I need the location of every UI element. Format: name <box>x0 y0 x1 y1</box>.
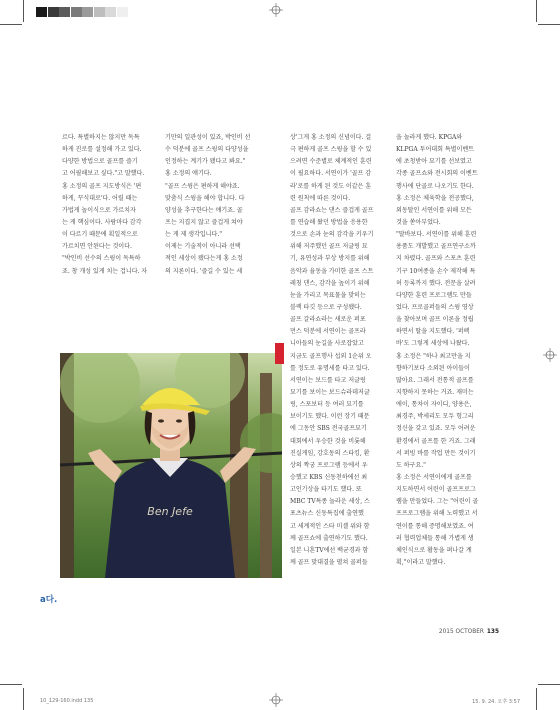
text-line: 골프 감라쇼는 댄스 즐겁게 골프 <box>290 206 374 214</box>
text-line: 니아들의 눈길을 사로잡았고 <box>290 340 364 348</box>
crop-mark-top-right-v <box>536 0 537 22</box>
text-line: 환경에서 골프를 한 거죠. 그래 <box>396 437 476 445</box>
text-line: 눈을 가리고 목표물을 맞히는 <box>290 291 366 299</box>
page-footer <box>439 629 499 635</box>
text-line: 홍 소정은 서연이에게 골프를 <box>396 473 472 481</box>
color-swatch <box>59 7 70 17</box>
text-line: 바'도 그렇게 세상에 나왔다. <box>396 340 470 348</box>
text-line: KLPGA 투어대회 특별이벤트 <box>396 146 475 154</box>
text-line: 이제는 기술적이 아니라 선택 <box>165 243 241 251</box>
text-line: 각종 골프쇼와 전시회의 이벤트 <box>396 170 478 178</box>
page-number: 135 <box>486 629 499 635</box>
text-line: 서연이는 보드를 타고 저글링 <box>290 376 366 384</box>
text-line: 상의 짝궁 프로그램 등에서 우 <box>290 461 368 469</box>
accent-bar <box>275 343 284 364</box>
golfer-photo <box>60 353 282 578</box>
text-line: 향하기보다 소외된 아이들이 <box>396 364 470 372</box>
text-line: 에이, 통차이 자이디, 양용은, <box>396 401 472 409</box>
text-line: 음악과 율동을 가미한 골프 스트 <box>290 267 374 275</box>
crop-mark-bottom-right-h <box>538 684 560 685</box>
text-line: 고인기상을 타기도 했다. 또 <box>290 486 362 494</box>
text-line: 블랙 타깃 등으로 구성됐다. <box>290 303 362 311</box>
text-line: 다양한 방법으로 골프를 즐기 <box>62 158 138 166</box>
text-line: 라'로를 하게 된 것도 이같은 훈 <box>290 182 372 190</box>
article-column-4 <box>396 132 496 569</box>
text-line: 골프 갈라쇼라는 새로운 퍼포 <box>290 316 366 324</box>
text-line: 도 하구요." <box>396 461 426 469</box>
registration-mark-bottom-icon <box>269 693 283 707</box>
text-line: 일본 니혼TV에선 백균경과 함 <box>290 546 369 554</box>
text-line: 프프로그램을 위해 노력했고 서 <box>396 510 478 518</box>
text-line: 죠. 창 개성 있게 치는 겁니다. 자 <box>62 267 148 275</box>
text-line: 램을 만들었다. 그는 "어린이 골 <box>396 498 479 506</box>
text-line: 었다. 프로골퍼들의 스윙 영상 <box>396 303 474 311</box>
text-line: 진실게임, 강호동의 스타킹, 환 <box>290 449 370 457</box>
text-line: 다양한 훈련 프로그램도 만들 <box>396 291 472 299</box>
text-line: 먼스 덕분에 서연이는 골프라 <box>290 328 366 336</box>
text-line: 가르치면 안된다는 것이다. <box>62 243 132 251</box>
registration-mark-right-icon <box>543 348 557 362</box>
text-line: 기구 10여종을 손수 제작해 특 <box>396 267 476 275</box>
text-line: 용품도 개발했고 골프연구소까 <box>396 243 476 251</box>
text-line: 기, 유연성과 부상 방지를 위해 <box>290 255 370 263</box>
text-line: 는 게 핵심이다. 사람마다 감각 <box>62 218 142 226</box>
text-line: 링, 스포보터 등 여러 묘기를 <box>290 401 364 409</box>
text-line: 고 세계적인 스타 미셸 위와 함 <box>290 522 370 530</box>
text-line: 최경주, 박세리도 모두 헝그리 <box>396 413 474 421</box>
color-swatch <box>82 7 93 17</box>
text-line: 으려면 수준별로 체계적인 훈련 <box>290 158 372 166</box>
color-swatch <box>48 7 59 17</box>
text-line: 하게 진로를 설정해 가고 있다. <box>62 146 142 154</box>
text-line: 이 다르기 때문에 획일적으로 <box>62 231 138 239</box>
text-line: 이 필요하다. 서연이가 '골프 감 <box>290 170 372 178</box>
crop-mark-top-left-v <box>23 0 24 22</box>
text-line: 홍 소정의 골프 지도방식은 '편 <box>62 182 142 190</box>
crop-mark-bottom-left-v <box>23 688 24 710</box>
text-line: 연이를 통해 증명해보였죠. 여 <box>396 522 474 530</box>
text-line: 레칭 댄스, 감각을 높이기 위해 <box>290 279 370 287</box>
issue-label: 2015 OCTOBER <box>438 629 484 635</box>
text-line: 께 골프 맞대결을 펼쳐 골퍼들 <box>290 558 368 566</box>
text-line: 고 어필해보고 싶다."고 말했다. <box>62 170 145 178</box>
text-line: 외동딸인 서연이를 위해 모든 <box>396 206 472 214</box>
text-line: 는 게 제 생각입니다." <box>165 231 222 239</box>
text-line: "딸바보다. 서연이를 위해 훈련 <box>396 231 477 239</box>
text-line: 허 등록까지 했다. 전문을 살려 <box>396 279 476 287</box>
text-line: 러 협력업체들 통해 가볍게 생 <box>396 534 474 542</box>
crop-mark-top-left-h <box>0 24 22 25</box>
article-column-3 <box>290 132 382 569</box>
text-line: 서 퍼빙 바를 작업 만든 것이기 <box>396 449 476 457</box>
text-line: 포츠뉴스 신동특집에 출연했 <box>290 510 364 518</box>
text-line: 프는 지겹지 않고 즐겁게 쳐야 <box>165 218 243 226</box>
text-line: "골프 스윙은 편하게 해야죠. <box>165 182 240 190</box>
text-line: 것으로 손과 눈의 감각을 키우기 <box>290 231 374 239</box>
text-line: 극 편하게 골프 스윙을 할 수 있 <box>290 146 372 154</box>
text-line: 을 놀라게 했다. KPGA와 <box>396 134 463 141</box>
crop-mark-top-right-h <box>538 24 560 25</box>
text-line: 에 초청받아 묘기를 선보였고 <box>396 158 472 166</box>
text-line: 기만의 일관성이 있죠, 박인비 선 <box>165 134 251 141</box>
text-line: 많아요. 그래서 전통적 골프를 <box>396 376 474 384</box>
text-line: 에 그동안 SBS 전국골프묘기 <box>290 425 367 433</box>
text-line: 묘기를 보이는 보드슈라데저글 <box>290 388 370 396</box>
shirt-logo-text: Ben Jefe <box>147 505 193 518</box>
color-swatch <box>117 7 128 17</box>
text-line: 행사에 단골로 나오기도 한다. <box>396 182 474 190</box>
color-bar <box>36 7 128 17</box>
article-column-1 <box>62 132 155 278</box>
text-line: 를 정도로 유명세를 타고 있다. <box>290 364 370 372</box>
color-swatch <box>71 7 82 17</box>
text-line: 지금도 골프행사 섭외 1순위 오 <box>290 352 372 360</box>
text-line: MBC TV특종 놀라운 세상, 스 <box>290 498 370 506</box>
slug-right: 15. 9. 24. 오후 3:57 <box>472 699 520 705</box>
text-line: 대회에서 우승한 것을 비롯해 <box>290 437 366 445</box>
text-line: 맞춤식 스윙을 해야 합니다. 다 <box>165 194 245 202</box>
text-line: 홍 소정은 "하나 최고만을 지 <box>396 352 471 360</box>
text-line: 적인 세상이 됐다는게 홍 소정 <box>165 255 243 263</box>
crop-mark-bottom-right-v <box>536 688 537 710</box>
text-line: 하게, 꾸식대로'다. 어릴 때는 <box>62 194 138 202</box>
photo-caption: a다. <box>40 595 58 605</box>
text-line: 하면서 딸을 지도했다. '퍼펙 <box>396 328 470 336</box>
registration-mark-top-icon <box>269 3 283 17</box>
text-line: 련 원칙에 따른 것이다. <box>290 194 351 202</box>
text-line: 께 골프쇼에 출연하기도 했다. <box>290 534 368 542</box>
text-line: 르다. 특별하지는 않지만 독특 <box>62 134 140 141</box>
text-line: "박인비 선수의 스윙이 독특하 <box>62 255 141 263</box>
text-line: 수 덕분에 골프 스윙의 다양성을 <box>165 146 249 154</box>
text-line: 인정하는 계기가 됐다고 봐요." <box>165 158 246 166</box>
text-line: 지향하지 못하는 거죠. 재미는 <box>396 388 474 396</box>
text-line: 을 찾아보며 골프 이론을 정립 <box>396 316 474 324</box>
text-line: 가법게 놀이식으로 가르치자 <box>62 206 136 214</box>
text-line: 승했고 KBS 신동천하에선 최 <box>290 473 368 481</box>
slug-left: 10_129-160.indd 135 <box>40 698 94 704</box>
text-line: 보이기도 했다. 이런 장기 때문 <box>290 413 370 421</box>
color-swatch <box>36 7 47 17</box>
text-line: 지도하면서 어린이 골프프로그 <box>396 486 476 494</box>
color-swatch <box>94 7 105 17</box>
article-column-2 <box>165 132 258 278</box>
crop-mark-bottom-left-h <box>0 684 22 685</box>
text-line: 홍 소정은 체육학을 전공했다, <box>396 194 474 202</box>
text-line: 지 차렸다. 골프와 스포츠 훈련 <box>396 255 476 263</box>
text-line: 의 지론이다. '즐길 수 있는 세 <box>165 267 243 275</box>
color-swatch <box>105 7 116 17</box>
text-line: 것을 쏟아부었다. <box>396 218 441 226</box>
text-line: 를 연습해 왔던 방법을 응용한 <box>290 218 368 226</box>
text-line: 정신을 갖고 있죠. 모두 어려운 <box>396 425 476 433</box>
text-line: 홍 소정의 얘기다. <box>165 170 212 178</box>
text-line: 체인식으로 활동을 펴나갈 계 <box>396 546 472 554</box>
text-line: 획,"이라고 말했다. <box>396 558 446 566</box>
text-line: 상'그게 홍 소정의 신념이다. 걸 <box>290 134 372 141</box>
text-line: 양성을 추구한다는 얘기죠. 골 <box>165 206 243 214</box>
text-line: 위해 저주했던 골프 저글링 묘 <box>290 243 368 251</box>
